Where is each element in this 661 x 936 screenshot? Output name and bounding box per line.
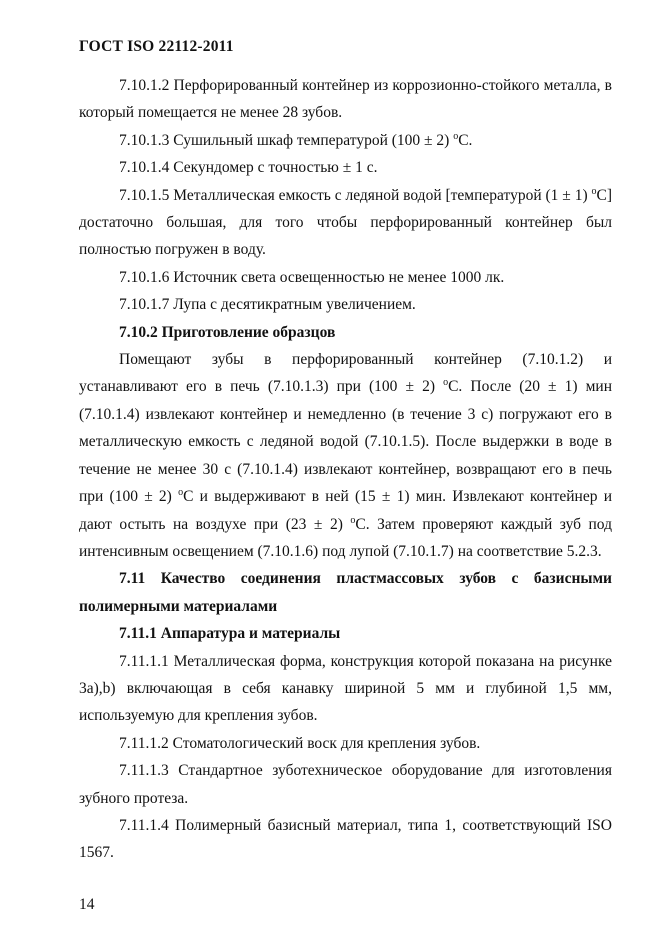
item-7-10-1-3	[79, 127, 612, 154]
heading-7-11-1: 7.11.1 Аппаратура и материалы	[119, 625, 341, 643]
item-7-10-1-2: 7.10.1.2 Перфорированный контейнер из коррозионно-стойкого металла, в который помещается не менее 28 зубов.	[79, 77, 612, 122]
heading-7-11: 7.11 Качество соединения пластмассовых зубов с базисными полимерными материалами	[79, 570, 612, 615]
page-number: 14	[79, 896, 95, 913]
item-7-11-1-4: 7.11.1.4 Полимерный базисный материал, типа 1, соответствующий ISO 1567.	[79, 816, 612, 862]
item-7-10-1-4: 7.10.1.4 Секундомер с точностью ± 1 с.	[119, 159, 378, 177]
item-7-11-1-3: 7.11.1.3 Стандартное зуботехническое оборудование для изготовления зубного протеза.	[79, 762, 612, 807]
item-7-11-1-1: 7.11.1.1 Металлическая форма, конструкция которой показана на рисунке 3а),b) включающая в себя канавку шириной 5 мм и глубиной 1,5 мм, используемую для крепления зубов.	[79, 652, 612, 725]
item-7-10-1-3-unit: С.	[458, 131, 473, 149]
document-header: ГОСТ ISO 22112-2011	[79, 38, 234, 55]
degree-symbol: o	[453, 130, 459, 142]
item-7-10-1-5	[79, 182, 612, 264]
degree-symbol: o	[591, 185, 597, 197]
item-7-11-1-2: 7.11.1.2 Стоматологический воск для крепления зубов.	[119, 734, 481, 752]
item-7-10-1-6: 7.10.1.6 Источник света освещенностью не менее 1000 лк.	[119, 268, 505, 286]
document-body	[79, 72, 612, 867]
paragraph-7-10-2-part-c: С и выдерживают в ней (15 ± 1) мин. Извлекают контейнер и дают остыть на воздухе при (23 ± 2)	[79, 488, 612, 533]
item-7-10-1-7: 7.10.1.7 Лупа с десятикратным увеличением.	[119, 296, 416, 314]
degree-symbol: o	[443, 377, 449, 389]
paragraph-7-10-2-part-d: С. Затем проверяют каждый зуб под интенсивным освещением (7.10.1.6) под лупой (7.10.1.7) на соответствие 5.2.3.	[79, 515, 612, 560]
item-7-10-1-5-rest: С] достаточно большая, для того чтобы перфорированный контейнер был полностью погружен в воду.	[79, 186, 612, 259]
degree-symbol: o	[178, 487, 184, 499]
heading-7-10-2: 7.10.2 Приготовление образцов	[119, 323, 336, 341]
paragraph-7-10-2-part-b: С. После (20 ± 1) мин (7.10.1.4) извлекают контейнер и немедленно (в течение 3 с) погружают его в металлическую емкость с ледяной водой (7.10.1.5). После выдержки в воде в течение не менее 30 с (7.10.1.4) извлекают контейнер, возвращают его в печь при (100 ± 2)	[79, 378, 613, 506]
degree-symbol: o	[350, 514, 356, 526]
item-7-10-1-3-text: 7.10.1.3 Сушильный шкаф температурой (100 ± 2)	[119, 131, 454, 149]
paragraph-7-10-2	[79, 346, 612, 565]
paragraph-7-10-2-part-a: Помещают зубы в перфорированный контейнер (7.10.1.2) и устанавливают его в печь (7.10.1.3) при (100 ± 2)	[79, 351, 612, 396]
item-7-10-1-5-text: 7.10.1.5 Металлическая емкость с ледяной водой [температурой (1 ± 1)	[119, 186, 592, 204]
